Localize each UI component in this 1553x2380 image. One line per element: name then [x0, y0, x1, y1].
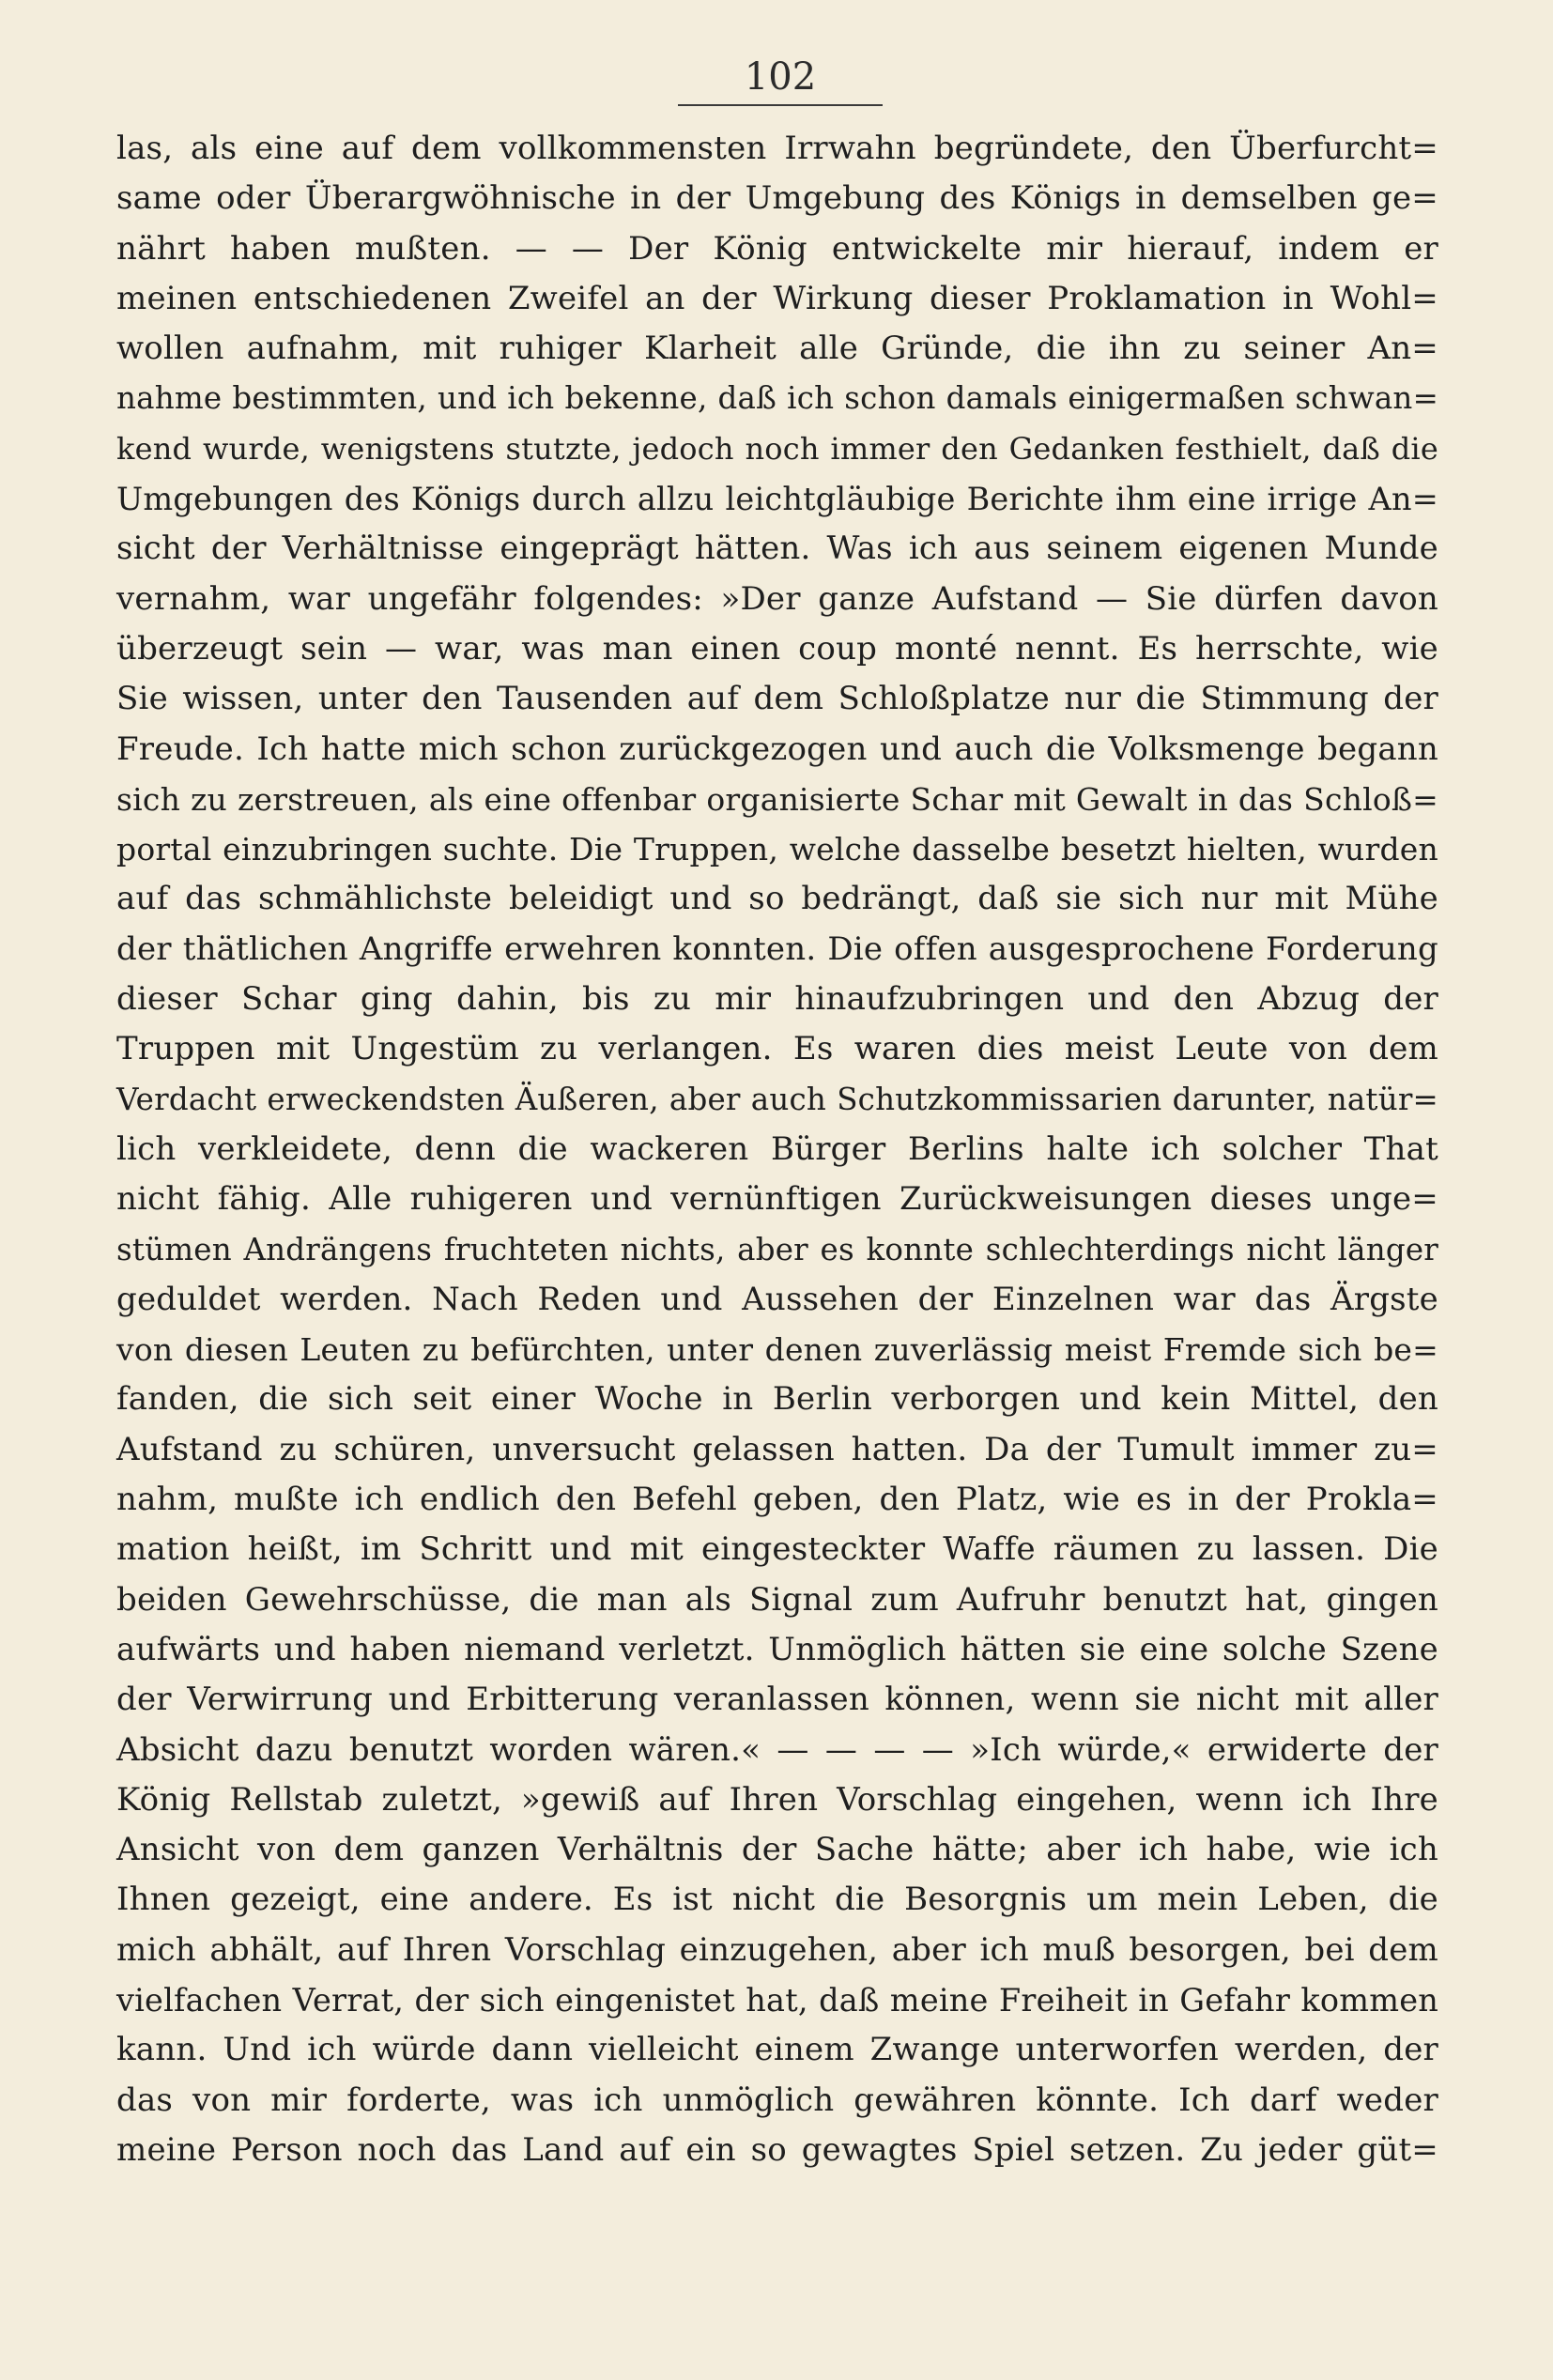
text-line: nahm, mußte ich endlich den Befehl geben, den Platz, wie es in der Prokla=: [116, 1481, 1438, 1519]
text-line: Absicht dazu benutzt worden wären.« — — — — »Ich würde,« erwiderte der: [116, 1730, 1438, 1769]
text-line: von diesen Leuten zu befürchten, unter denen zuverlässig meist Fremde sich be=: [116, 1331, 1438, 1369]
text-line: sich zu zerstreuen, als eine offenbar organisierte Schar mit Gewalt in das Schloß=: [116, 780, 1438, 818]
text-line: mich abhält, auf Ihren Vorschlag einzugehen, aber ich muß besorgen, bei dem: [116, 1930, 1438, 1969]
text-line: Verdacht erweckendsten Äußeren, aber auch Schutzkommissarien darunter, natür=: [116, 1081, 1438, 1117]
text-line: überzeugt sein — war, was man einen coup monté nennt. Es herrschte, wie: [116, 629, 1438, 668]
text-line: Ansicht von dem ganzen Verhältnis der Sache hätte; aber ich habe, wie ich: [116, 1831, 1438, 1869]
text-line: Umgebungen des Königs durch allzu leichtgläubige Berichte ihm eine irrige An=: [116, 481, 1438, 518]
text-line: portal einzubringen suchte. Die Truppen, welche dasselbe besetzt hielten, wurden: [116, 831, 1438, 868]
text-line: Ihnen gezeigt, eine andere. Es ist nicht die Besorgnis um mein Leben, die: [116, 1881, 1438, 1919]
text-line: lich verkleidete, denn die wackeren Bürger Berlins halte ich solcher That: [116, 1129, 1438, 1168]
text-line: Sie wissen, unter den Tausenden auf dem Schloßplatze nur die Stimmung der: [116, 680, 1438, 718]
text-line: nicht fähig. Alle ruhigeren und vernünftigen Zurückweisungen dieses unge=: [116, 1180, 1438, 1219]
text-line: Truppen mit Ungestüm zu verlangen. Es waren dies meist Leute von dem: [116, 1030, 1438, 1068]
text-line: dieser Schar ging dahin, bis zu mir hinaufzubringen und den Abzug der: [116, 980, 1438, 1019]
text-line: vernahm, war ungefähr folgendes: »Der ganze Aufstand — Sie dürfen davon: [116, 579, 1438, 618]
text-line: der Verwirrung und Erbitterung veranlassen können, wenn sie nicht mit aller: [116, 1681, 1438, 1719]
text-line: fanden, die sich seit einer Woche in Berlin verborgen und kein Mittel, den: [116, 1380, 1438, 1419]
text-line: vielfachen Verrat, der sich eingenistet hat, daß meine Freiheit in Gefahr kommen: [116, 1981, 1438, 2019]
text-line: das von mir forderte, was ich unmöglich gewähren könnte. Ich darf weder: [116, 2081, 1438, 2119]
text-line: nahme bestimmten, und ich bekenne, daß ich schon damals einigermaßen schwan=: [116, 380, 1438, 417]
text-line: auf das schmählichste beleidigt und so bedrängt, daß sie sich nur mit Mühe: [116, 880, 1438, 918]
text-line: geduldet werden. Nach Reden und Aussehen der Einzelnen war das Ärgste: [116, 1280, 1438, 1318]
text-line: kend wurde, wenigstens stutzte, jedoch noch immer den Gedanken festhielt, daß die: [116, 430, 1438, 467]
text-line: sicht der Verhältnisse eingeprägt hätten. Was ich aus seinem eigenen Munde: [116, 530, 1438, 568]
text-line: meinen entschiedenen Zweifel an der Wirkung dieser Proklamation in Wohl=: [116, 279, 1438, 317]
text-line: mation heißt, im Schritt und mit eingesteckter Waffe räumen zu lassen. Die: [116, 1530, 1438, 1569]
text-line: las, als eine auf dem vollkommensten Irrwahn begründete, den Überfurcht=: [116, 130, 1438, 167]
text-line: Aufstand zu schüren, unversucht gelassen hatten. Da der Tumult immer zu=: [116, 1430, 1438, 1468]
header-rule: [678, 104, 883, 106]
text-line: der thätlichen Angriffe erwehren konnten. Die offen ausgesprochene Forderung: [116, 929, 1438, 968]
text-line: stümen Andrängens fruchteten nichts, aber es konnte schlechterdings nicht länger: [116, 1231, 1438, 1267]
text-line: Freude. Ich hatte mich schon zurückgezogen und auch die Volksmenge begann: [116, 729, 1438, 768]
text-line: wollen aufnahm, mit ruhiger Klarheit alle Gründe, die ihn zu seiner An=: [116, 330, 1438, 368]
text-line: König Rellstab zuletzt, »gewiß auf Ihren Vorschlag eingehen, wenn ich Ihre: [116, 1780, 1438, 1819]
page-number: 102: [744, 55, 817, 99]
text-line: aufwärts und haben niemand verletzt. Unmöglich hätten sie eine solche Szene: [116, 1630, 1438, 1668]
text-line: nährt haben mußten. — — Der König entwickelte mir hierauf, indem er: [116, 229, 1438, 268]
text-line: meine Person noch das Land auf ein so gewagtes Spiel setzen. Zu jeder güt=: [116, 2130, 1438, 2169]
text-line: same oder Überargwöhnische in der Umgebung des Königs in demselben ge=: [116, 179, 1438, 218]
text-line: beiden Gewehrschüsse, die man als Signal zum Aufruhr benutzt hat, gingen: [116, 1580, 1438, 1619]
body-text: [116, 124, 1438, 2175]
text-line: kann. Und ich würde dann vielleicht einem Zwange unterworfen werden, der: [116, 2031, 1438, 2069]
